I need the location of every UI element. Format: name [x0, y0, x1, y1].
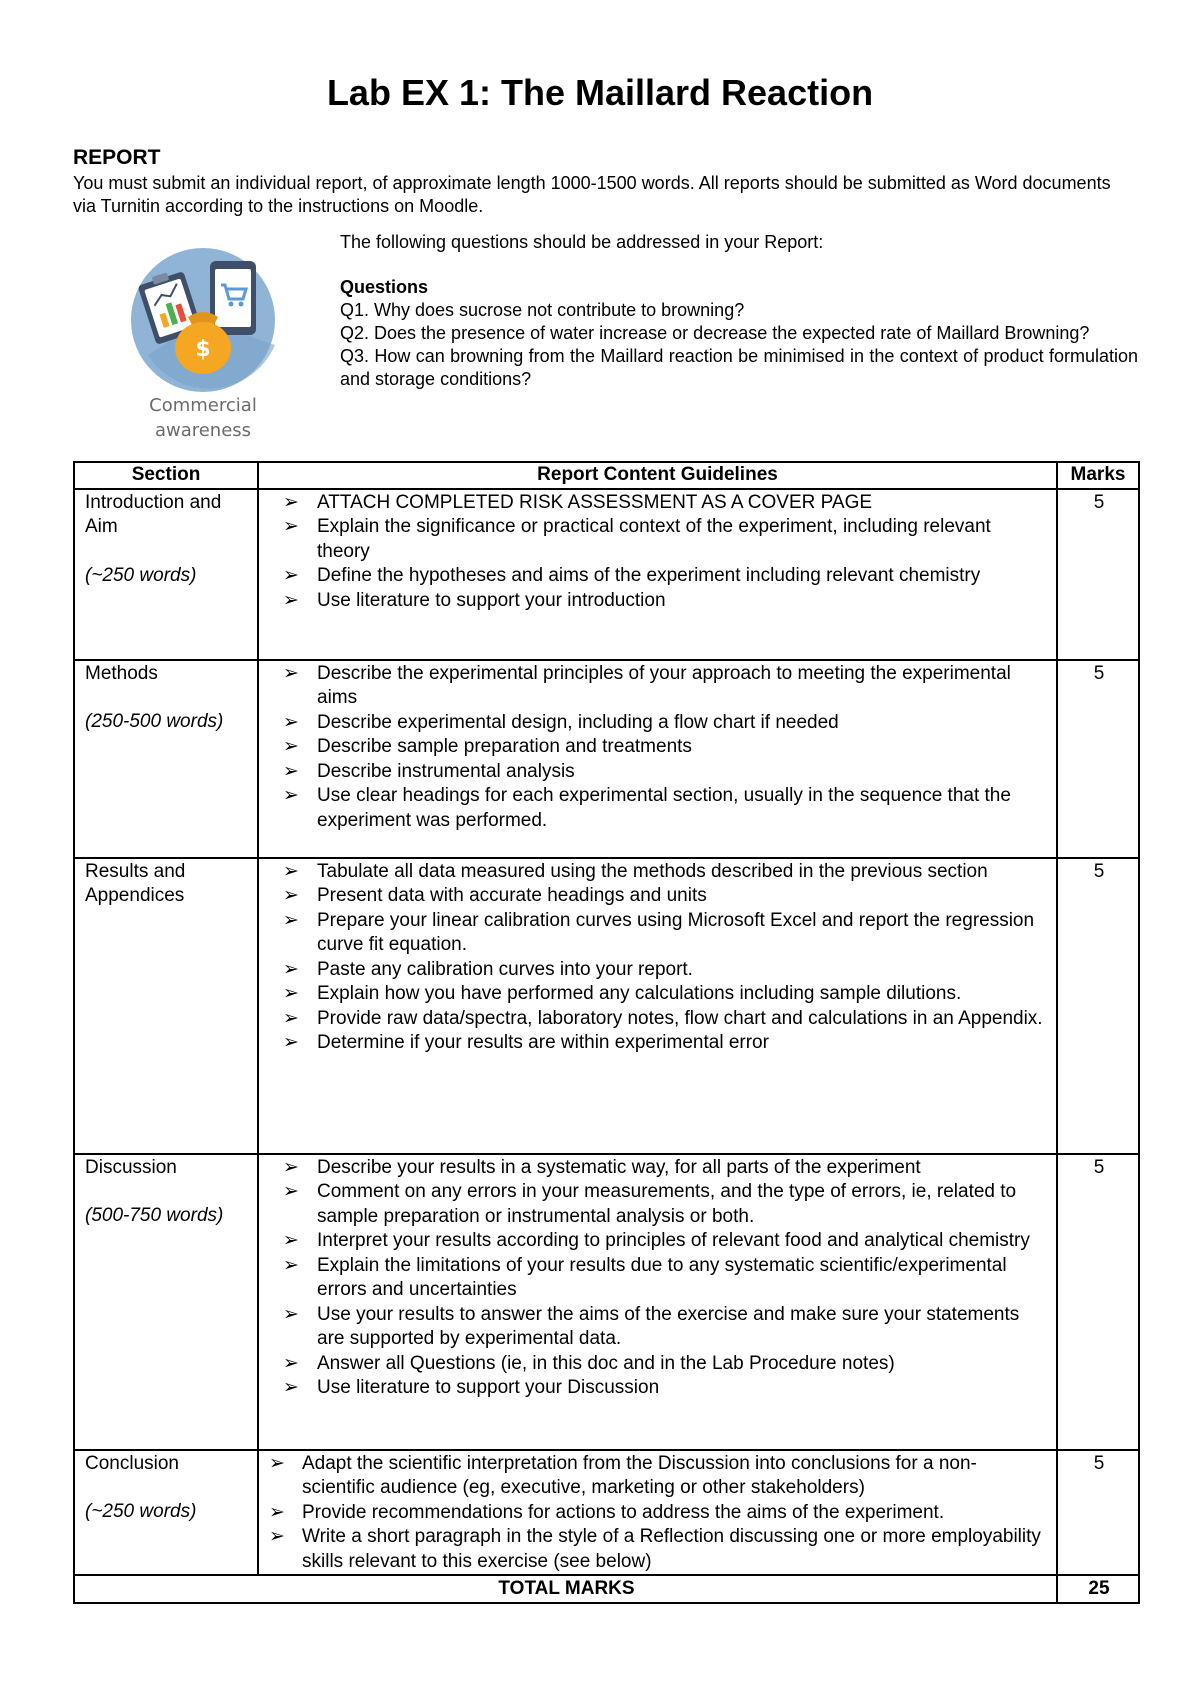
table-row [74, 660, 1139, 858]
section-name: Conclusion [85, 1452, 179, 1474]
guideline-item: ➢ Provide recommendations for actions to address the aims of the experiment. [289, 1501, 1048, 1526]
section-word-count: (250-500 words) [85, 711, 224, 732]
guideline-list [269, 1156, 1048, 1401]
guideline-list [269, 1452, 1048, 1575]
guidelines-cell [258, 1154, 1057, 1450]
guideline-item: ➢ Use literature to support your Discussion [269, 1376, 1048, 1401]
guideline-item: ➢ ATTACH COMPLETED RISK ASSESSMENT AS A COVER PAGE [269, 491, 1048, 516]
guideline-item: ➢ Write a short paragraph in the style of a Reflection discussing one or more employability skills relevant to this exercise (see below) [289, 1525, 1048, 1574]
section-name: Discussion [85, 1156, 177, 1178]
question-item: Q1. Why does sucrose not contribute to browning? [340, 300, 745, 320]
guidelines-cell [258, 489, 1057, 660]
question-item: Q3. How can browning from the Maillard reaction be minimised in the context of product formulation and storage conditions? [340, 346, 1138, 389]
svg-text:$: $ [195, 337, 211, 362]
guideline-item: ➢ Provide raw data/spectra, laboratory notes, flow chart and calculations in an Appendix. [269, 1007, 1048, 1032]
guideline-item: ➢ Adapt the scientific interpretation from the Discussion into conclusions for a non-scientific audience (eg, executive, marketing or other stakeholders) [289, 1452, 1048, 1501]
guideline-list [269, 491, 1048, 614]
marks-cell: 5 [1057, 1154, 1139, 1450]
section-cell [74, 660, 258, 858]
guideline-item: ➢ Describe your results in a systematic way, for all parts of the experiment [269, 1156, 1048, 1181]
guideline-item: ➢ Paste any calibration curves into your report. [269, 958, 1048, 983]
table-header-row [74, 462, 1139, 489]
guidelines-cell [258, 858, 1057, 1154]
guideline-list [269, 860, 1048, 1056]
guideline-item: ➢ Describe experimental design, including a flow chart if needed [269, 711, 1048, 736]
guideline-item: ➢ Determine if your results are within experimental error [269, 1031, 1048, 1056]
guideline-item: ➢ Describe the experimental principles of your approach to meeting the experimental aims [269, 662, 1048, 711]
table-row [74, 858, 1139, 1154]
section-name: Results and Appendices [85, 860, 186, 906]
guideline-item: ➢ Explain how you have performed any calculations including sample dilutions. [269, 982, 1048, 1007]
section-name: Introduction and Aim [85, 491, 222, 537]
guidelines-cell [258, 660, 1057, 858]
table-row [74, 1154, 1139, 1450]
guideline-item: ➢ Describe instrumental analysis [269, 760, 1048, 785]
report-heading: REPORT [73, 146, 161, 169]
table-row [74, 489, 1139, 660]
guideline-list [269, 662, 1048, 834]
marks-cell: 5 [1057, 489, 1139, 660]
section-word-count: (500-750 words) [85, 1205, 224, 1226]
guideline-item: ➢ Prepare your linear calibration curves using Microsoft Excel and report the regression curve fit equation. [269, 909, 1048, 958]
table-row [74, 1450, 1139, 1576]
total-value: 25 [1057, 1575, 1139, 1603]
logo-caption [128, 393, 278, 443]
section-word-count: (~250 words) [85, 1501, 197, 1522]
questions-block [340, 231, 1138, 391]
total-row [74, 1575, 1139, 1603]
report-guidelines-table [73, 461, 1140, 1604]
logo-caption-line2: awareness [154, 420, 252, 441]
marks-cell: 5 [1057, 858, 1139, 1154]
document-title: Lab EX 1: The Maillard Reaction [326, 72, 874, 113]
guideline-item: ➢ Describe sample preparation and treatments [269, 735, 1048, 760]
section-word-count: (~250 words) [85, 564, 197, 586]
section-cell [74, 1450, 258, 1576]
guideline-item: ➢ Define the hypotheses and aims of the experiment including relevant chemistry [269, 564, 1048, 589]
total-label: TOTAL MARKS [74, 1575, 1057, 1603]
questions-lead: The following questions should be addressed in your Report: [340, 232, 824, 252]
guideline-item: ➢ Answer all Questions (ie, in this doc and in the Lab Procedure notes) [269, 1352, 1048, 1377]
questions-heading: Questions [340, 277, 429, 297]
guideline-item: ➢ Explain the limitations of your results due to any systematic scientific/experimental errors and uncertainties [269, 1254, 1048, 1303]
section-name: Methods [85, 662, 158, 684]
column-header-section: Section [74, 462, 258, 489]
logo-caption-line1: Commercial [149, 395, 257, 416]
guideline-item: ➢ Tabulate all data measured using the methods described in the previous section [269, 860, 1048, 885]
guideline-item: ➢ Use your results to answer the aims of the exercise and make sure your statements are supported by experimental data. [269, 1303, 1048, 1352]
column-header-marks: Marks [1057, 462, 1139, 489]
section-cell [74, 858, 258, 1154]
guideline-item: ➢ Comment on any errors in your measurements, and the type of errors, ie, related to sample preparation or instrumental analysis or both. [269, 1180, 1048, 1229]
question-item: Q2. Does the presence of water increase or decrease the expected rate of Maillard Browning? [340, 323, 1090, 343]
guideline-item: ➢ Use clear headings for each experimental section, usually in the sequence that the experiment was performed. [269, 784, 1048, 833]
section-cell [74, 489, 258, 660]
guideline-item: ➢ Interpret your results according to principles of relevant food and analytical chemistry [269, 1229, 1048, 1254]
guidelines-cell [258, 1450, 1057, 1576]
guideline-item: ➢ Explain the significance or practical context of the experiment, including relevant theory [269, 515, 1048, 564]
guideline-item: ➢ Present data with accurate headings and units [269, 884, 1048, 909]
marks-cell: 5 [1057, 1450, 1139, 1576]
guideline-item: ➢ Use literature to support your introduction [269, 589, 1048, 614]
column-header-guidelines: Report Content Guidelines [258, 462, 1057, 489]
intro-paragraph: You must submit an individual report, of approximate length 1000-1500 words. All reports should be submitted as Word documents via Turnitin according to the instructions on Moodle. [73, 173, 1111, 216]
section-cell [74, 1154, 258, 1450]
marks-cell: 5 [1057, 660, 1139, 858]
